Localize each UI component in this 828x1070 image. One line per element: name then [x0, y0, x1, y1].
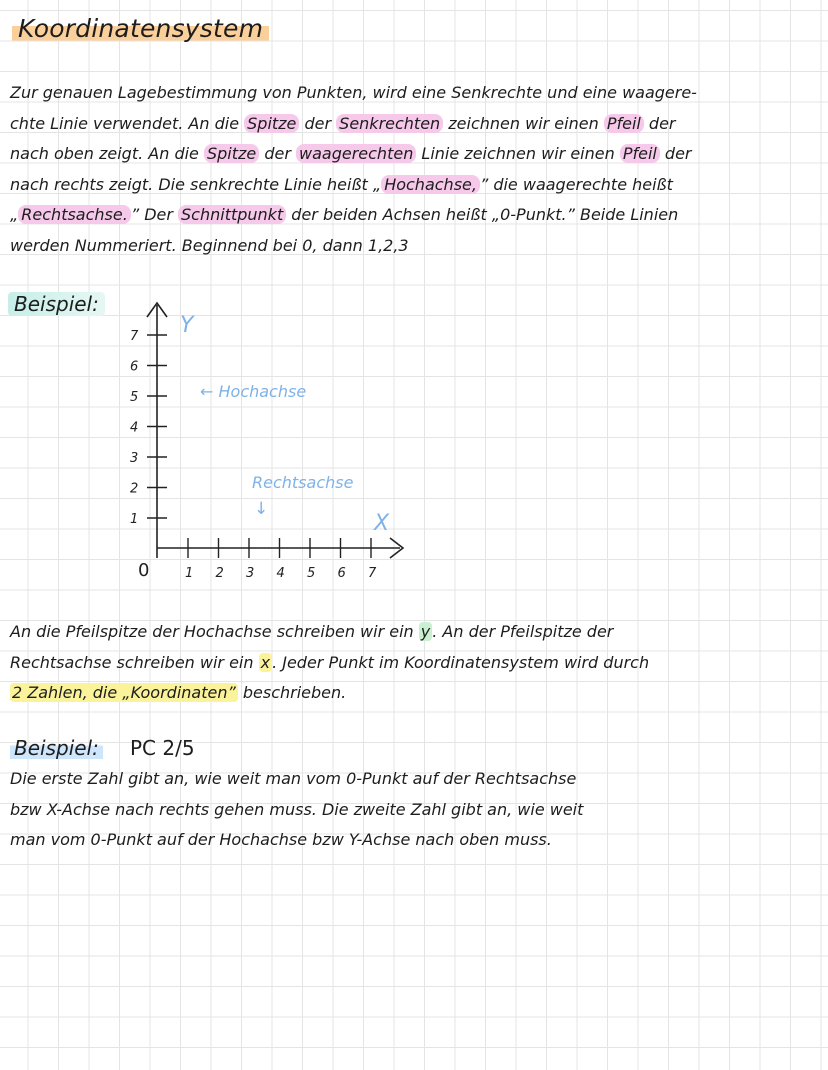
middle-line — [10, 617, 822, 648]
x-axis-letter: X — [374, 511, 390, 536]
intro-line — [10, 231, 822, 262]
text-segment: ” die waagerechte heißt — [479, 174, 673, 194]
explanation-paragraph — [10, 764, 822, 856]
text-segment: zeichnen wir einen — [443, 113, 604, 133]
example-coordinates: PC 2/5 — [130, 736, 195, 760]
y-tick-label: 3 — [130, 451, 139, 466]
example2-label: Beispiel: — [10, 736, 103, 760]
example-label: Beispiel: — [8, 292, 105, 316]
coordinate-system-sketch — [100, 290, 420, 590]
rechtsachse-arrow: ↓ — [254, 499, 269, 519]
y-tick-label: 7 — [130, 329, 139, 344]
highlighted-term: Schnittpunkt — [178, 205, 286, 224]
text-segment: „ — [10, 205, 19, 224]
example2-line — [10, 764, 822, 795]
highlighted-term: y — [420, 622, 431, 641]
highlighted-term: x — [260, 652, 271, 672]
example2-line — [10, 825, 822, 856]
text-segment: ” Der — [130, 205, 179, 224]
intro-line — [10, 78, 822, 109]
text-segment: der — [643, 113, 676, 133]
middle-line — [10, 678, 822, 709]
hochachse-note: ← Hochachse — [200, 382, 307, 401]
intro-paragraph — [10, 78, 822, 261]
y-tick-label: 6 — [130, 359, 139, 375]
intro-line — [10, 139, 822, 170]
text-segment: der — [299, 113, 337, 133]
highlighted-term: Spitze — [244, 114, 299, 133]
highlighted-term: waagerechten — [296, 144, 416, 163]
rechtsachse-note: Rechtsachse — [252, 473, 354, 492]
text-segment: chte Linie verwendet. An die — [10, 113, 245, 133]
text-segment: nach rechts zeigt. Die senkrechte Linie heißt „ — [10, 174, 382, 194]
intro-line — [10, 109, 822, 140]
origin-label: 0 — [138, 560, 150, 581]
x-tick-label: 3 — [246, 566, 255, 581]
y-tick-label: 4 — [130, 420, 139, 436]
text-segment: . An der Pfeilspitze der — [432, 622, 614, 641]
x-tick-label: 5 — [307, 566, 316, 581]
y-tick-label: 2 — [130, 481, 139, 497]
y-tick-label: 5 — [130, 390, 139, 405]
text-segment: Rechtsachse schreiben wir ein — [10, 652, 259, 672]
example2-line — [10, 795, 822, 826]
highlighted-term: Senkrechten — [336, 114, 443, 133]
x-tick-label: 7 — [368, 566, 377, 581]
highlighted-term: Pfeil — [604, 114, 644, 133]
text-segment: An die Pfeilspitze der Hochachse schreiben wir ein — [10, 622, 419, 641]
text-segment: der beiden Achsen heißt „0-Punkt.” Beide Linien — [286, 205, 679, 224]
text-segment: werden Nummeriert. Beginnend bei 0, dann 1,2,3 — [10, 235, 409, 255]
intro-line — [10, 200, 822, 231]
highlighted-term: Rechtsachse. — [18, 205, 131, 224]
highlighted-term: Hochachse, — [381, 175, 480, 194]
text-segment: der — [659, 144, 692, 163]
middle-paragraph — [10, 617, 822, 709]
text-segment: nach oben zeigt. An die — [10, 144, 204, 163]
intro-line — [10, 170, 822, 201]
middle-line — [10, 648, 822, 679]
text-segment: Zur genauen Lagebestimmung von Punkten, wird eine Senkrechte und eine waagere- — [10, 83, 697, 102]
highlighted-term: Spitze — [204, 144, 259, 163]
text-segment: . Jeder Punkt im Koordinatensystem wird durch — [272, 652, 650, 672]
x-tick-label: 2 — [215, 566, 224, 581]
text-segment: Linie zeichnen wir einen — [416, 144, 620, 163]
text-segment: der — [259, 144, 297, 163]
y-axis-letter: Y — [180, 313, 194, 338]
text-segment: beschrieben. — [237, 683, 347, 702]
text-segment: man vom 0-Punkt auf der Hochachse bzw Y-Achse nach oben muss. — [10, 830, 552, 849]
x-tick-label: 6 — [337, 566, 346, 581]
x-tick-label: 4 — [276, 566, 285, 581]
highlighted-term: Pfeil — [620, 144, 660, 163]
x-tick-label: 1 — [185, 566, 194, 581]
y-tick-label: 1 — [130, 512, 139, 527]
text-segment: bzw X-Achse nach rechts gehen muss. Die zweite Zahl gibt an, wie weit — [10, 799, 584, 819]
text-segment: Die erste Zahl gibt an, wie weit man vom 0-Punkt auf der Rechtsachse — [10, 769, 577, 788]
highlighted-term: 2 Zahlen, die „Koordinaten” — [12, 683, 236, 702]
page-title: Koordinatensystem — [12, 14, 269, 43]
